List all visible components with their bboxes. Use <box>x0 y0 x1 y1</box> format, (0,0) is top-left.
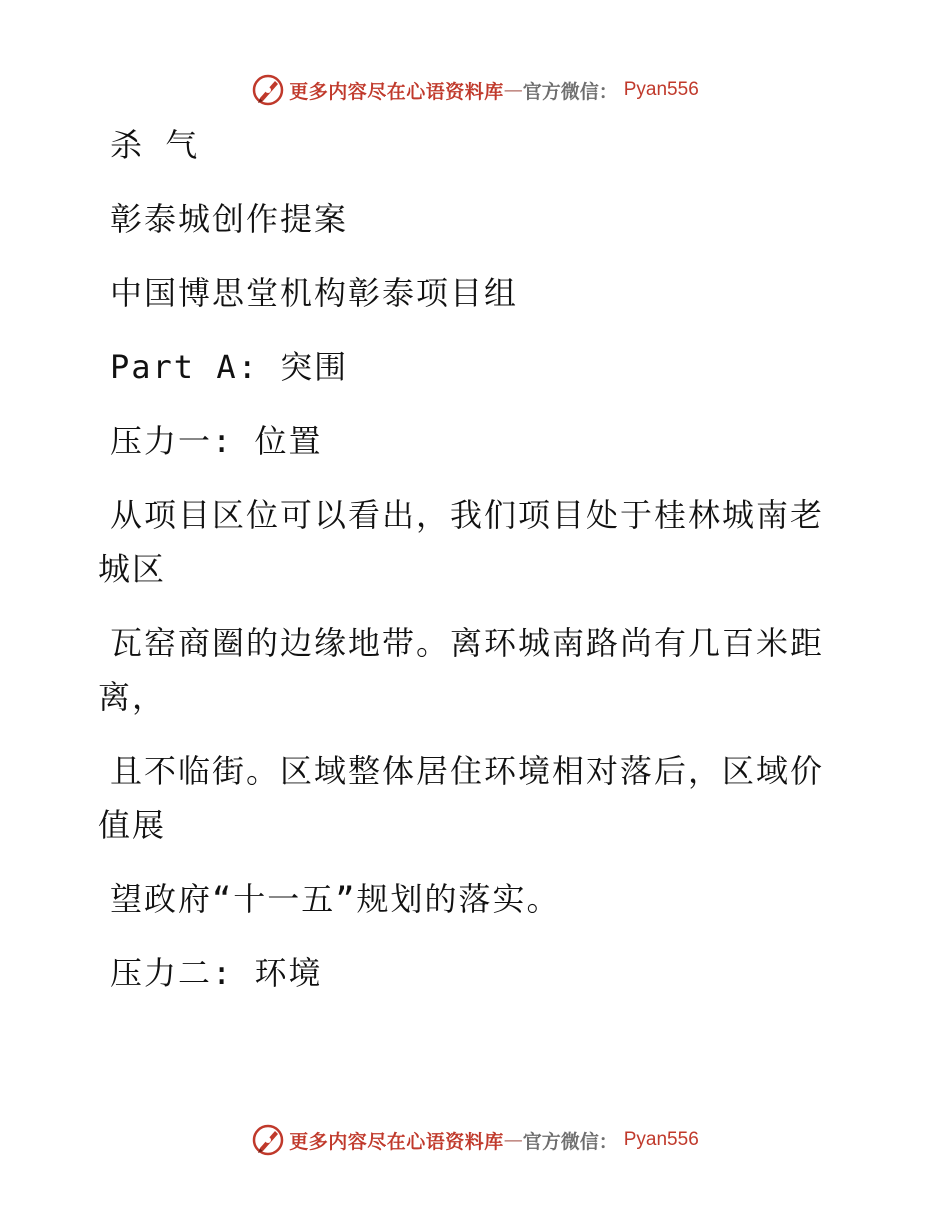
document-author: 中国博思堂机构彰泰项目组 <box>110 274 519 312</box>
body-paragraph: 从项目区位可以看出，我们项目处于桂林城南老城区 <box>98 496 825 588</box>
body-paragraph: 望政府“十一五”规划的落实。 <box>110 880 561 918</box>
header-wechat-id: Pyan556 <box>623 79 699 100</box>
pen-logo-icon <box>251 1123 285 1157</box>
pen-logo-icon <box>251 73 285 107</box>
document-subtitle: 彰泰城创作提案 <box>110 200 349 238</box>
body-paragraph: 瓦窑商圈的边缘地带。离环城南路尚有几百米距离， <box>98 624 825 716</box>
header-banner-dash: — <box>503 79 523 101</box>
document-body <box>98 118 838 1020</box>
document-title: 杀 气 <box>110 126 200 164</box>
body-paragraph: 且不临街。区域整体居住环境相对落后，区域价值展 <box>98 752 825 844</box>
header-wechat-label: 官方微信： <box>522 80 618 103</box>
footer-banner-dash: — <box>503 1129 523 1151</box>
header-banner <box>0 70 950 110</box>
footer-banner-text: 更多内容尽在心语资料库 <box>289 1130 504 1153</box>
header-banner-text: 更多内容尽在心语资料库 <box>289 80 504 103</box>
footer-banner <box>0 1120 950 1160</box>
footer-wechat-label: 官方微信： <box>522 1130 618 1153</box>
subsection-heading: 压力二: 环境 <box>110 954 323 992</box>
subsection-heading: 压力一: 位置 <box>110 422 323 460</box>
section-heading: Part A: 突围 <box>110 348 349 386</box>
footer-wechat-id: Pyan556 <box>623 1129 699 1150</box>
